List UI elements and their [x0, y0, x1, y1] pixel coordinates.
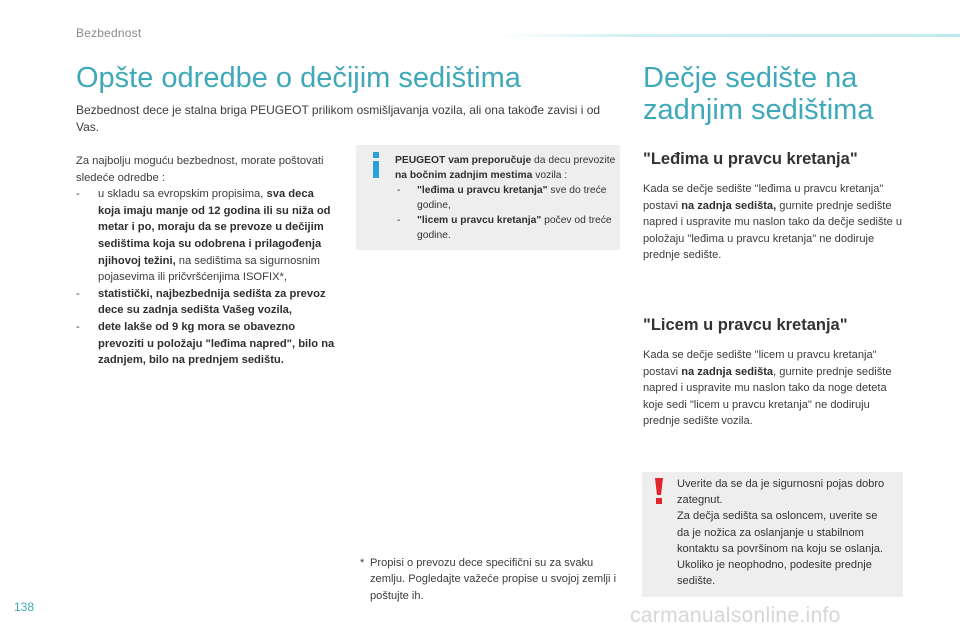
section-title: Dečje sedište na zadnjim sedištima — [643, 62, 874, 126]
info-icon — [369, 152, 383, 178]
para-bold: na zadnja sedišta — [681, 365, 774, 378]
forward-facing-heading: "Licem u pravcu kretanja" — [643, 316, 848, 334]
rules-block — [76, 153, 338, 369]
rear-facing-paragraph — [643, 181, 905, 264]
warning-icon — [652, 478, 666, 504]
forward-facing-paragraph — [643, 347, 905, 430]
info-text — [395, 153, 617, 243]
info-item — [395, 183, 617, 213]
info-bold: PEUGEOT vam preporučuje — [395, 155, 532, 166]
rule-bold: dete lakše od 9 kg mora se obavezno prevoziti u položaju "leđima napred", bilo na zadnjem, bilo na prednjem sedištu. — [98, 320, 335, 367]
info-item-text: počev od treće godine. — [417, 215, 612, 241]
footnote — [360, 555, 628, 604]
rule-item — [76, 286, 338, 319]
rule-text: u skladu sa evropskim propisima, — [98, 188, 267, 201]
rule-text: na sedištima sa sigurnosnim pojasevima ili pričvršćenjima ISOFIX*, — [98, 254, 320, 284]
intro-paragraph: Bezbednost dece je stalna briga PEUGEOT prilikom osmišljavanja vozila, ali ona takođe zavisi i od Vas. — [76, 103, 601, 134]
info-plain: vozila : — [532, 170, 568, 181]
page-title: Opšte odredbe o dečijim sedištima — [76, 62, 521, 94]
section-label: Bezbednost — [76, 26, 142, 40]
rules-lead: Za najbolju moguću bezbednost, morate poštovati sledeće odredbe : — [76, 155, 324, 184]
rule-item — [76, 186, 338, 286]
info-plain: da decu prevozite — [531, 155, 616, 166]
para-text: , gurnite prednje sedište napred i uspravite mu naslon tako da noge deteta koje sedi "licem u pravcu kretanja" ne dodiruju prednje sedište vozila. — [643, 365, 892, 428]
page-number: 138 — [14, 600, 35, 614]
para-text: Kada se dečje sedište "licem u pravcu kretanja" postavi — [643, 349, 877, 378]
para-text: gurnite prednje sedište napred i uspravite mu naslon tako da dečje sedište u položaju "leđima u pravcu kretanja" ne dodiruje prednje sedište. — [643, 199, 903, 262]
info-item-bold: "licem u pravcu kretanja" — [417, 215, 542, 226]
rules-list — [76, 186, 338, 369]
watermark: carmanualsonline.info — [630, 604, 841, 627]
footnote-mark: * — [360, 557, 365, 569]
info-item — [395, 213, 617, 243]
warning-text: Uverite da se da je sigurnosni pojas dobro zategnut. Za dečja sedišta sa osloncem, uverite se da je nožica za oslanjanje u stabilnom kontaktu sa površinom na koju se oslanja. Ukoliko je neophodno, podesite prednje sedište. — [677, 478, 885, 588]
info-bold: na bočnim zadnjim mestima — [395, 170, 533, 181]
rear-facing-heading: "Leđima u pravcu kretanja" — [643, 150, 858, 168]
header-rule — [498, 34, 960, 37]
info-lead — [395, 153, 617, 183]
rule-bold: sva deca koja imaju manje od 12 godina ili su niža od metar i po, moraju da se prevoze u dečijim sedištima koja su odobrena i prilagođenja njihovoj težini, — [98, 188, 331, 267]
info-list — [395, 183, 617, 243]
para-text: Kada se dečje sedište "leđima u pravcu kretanja" postavi — [643, 183, 884, 212]
info-item-bold: "leđima u pravcu kretanja" — [417, 185, 548, 196]
footnote-text: Propisi o prevozu dece specifični su za svaku zemlju. Pogledajte važeće propise u svojoj zemlji i poštujte ih. — [370, 557, 617, 602]
rule-bold: statistički, najbezbednija sedišta za prevoz dece su zadnja sedišta Vašeg vozila, — [98, 287, 326, 317]
info-item-text: sve do treće godine, — [417, 185, 607, 211]
para-bold: na zadnja sedišta, — [681, 199, 777, 212]
rule-item — [76, 319, 338, 369]
